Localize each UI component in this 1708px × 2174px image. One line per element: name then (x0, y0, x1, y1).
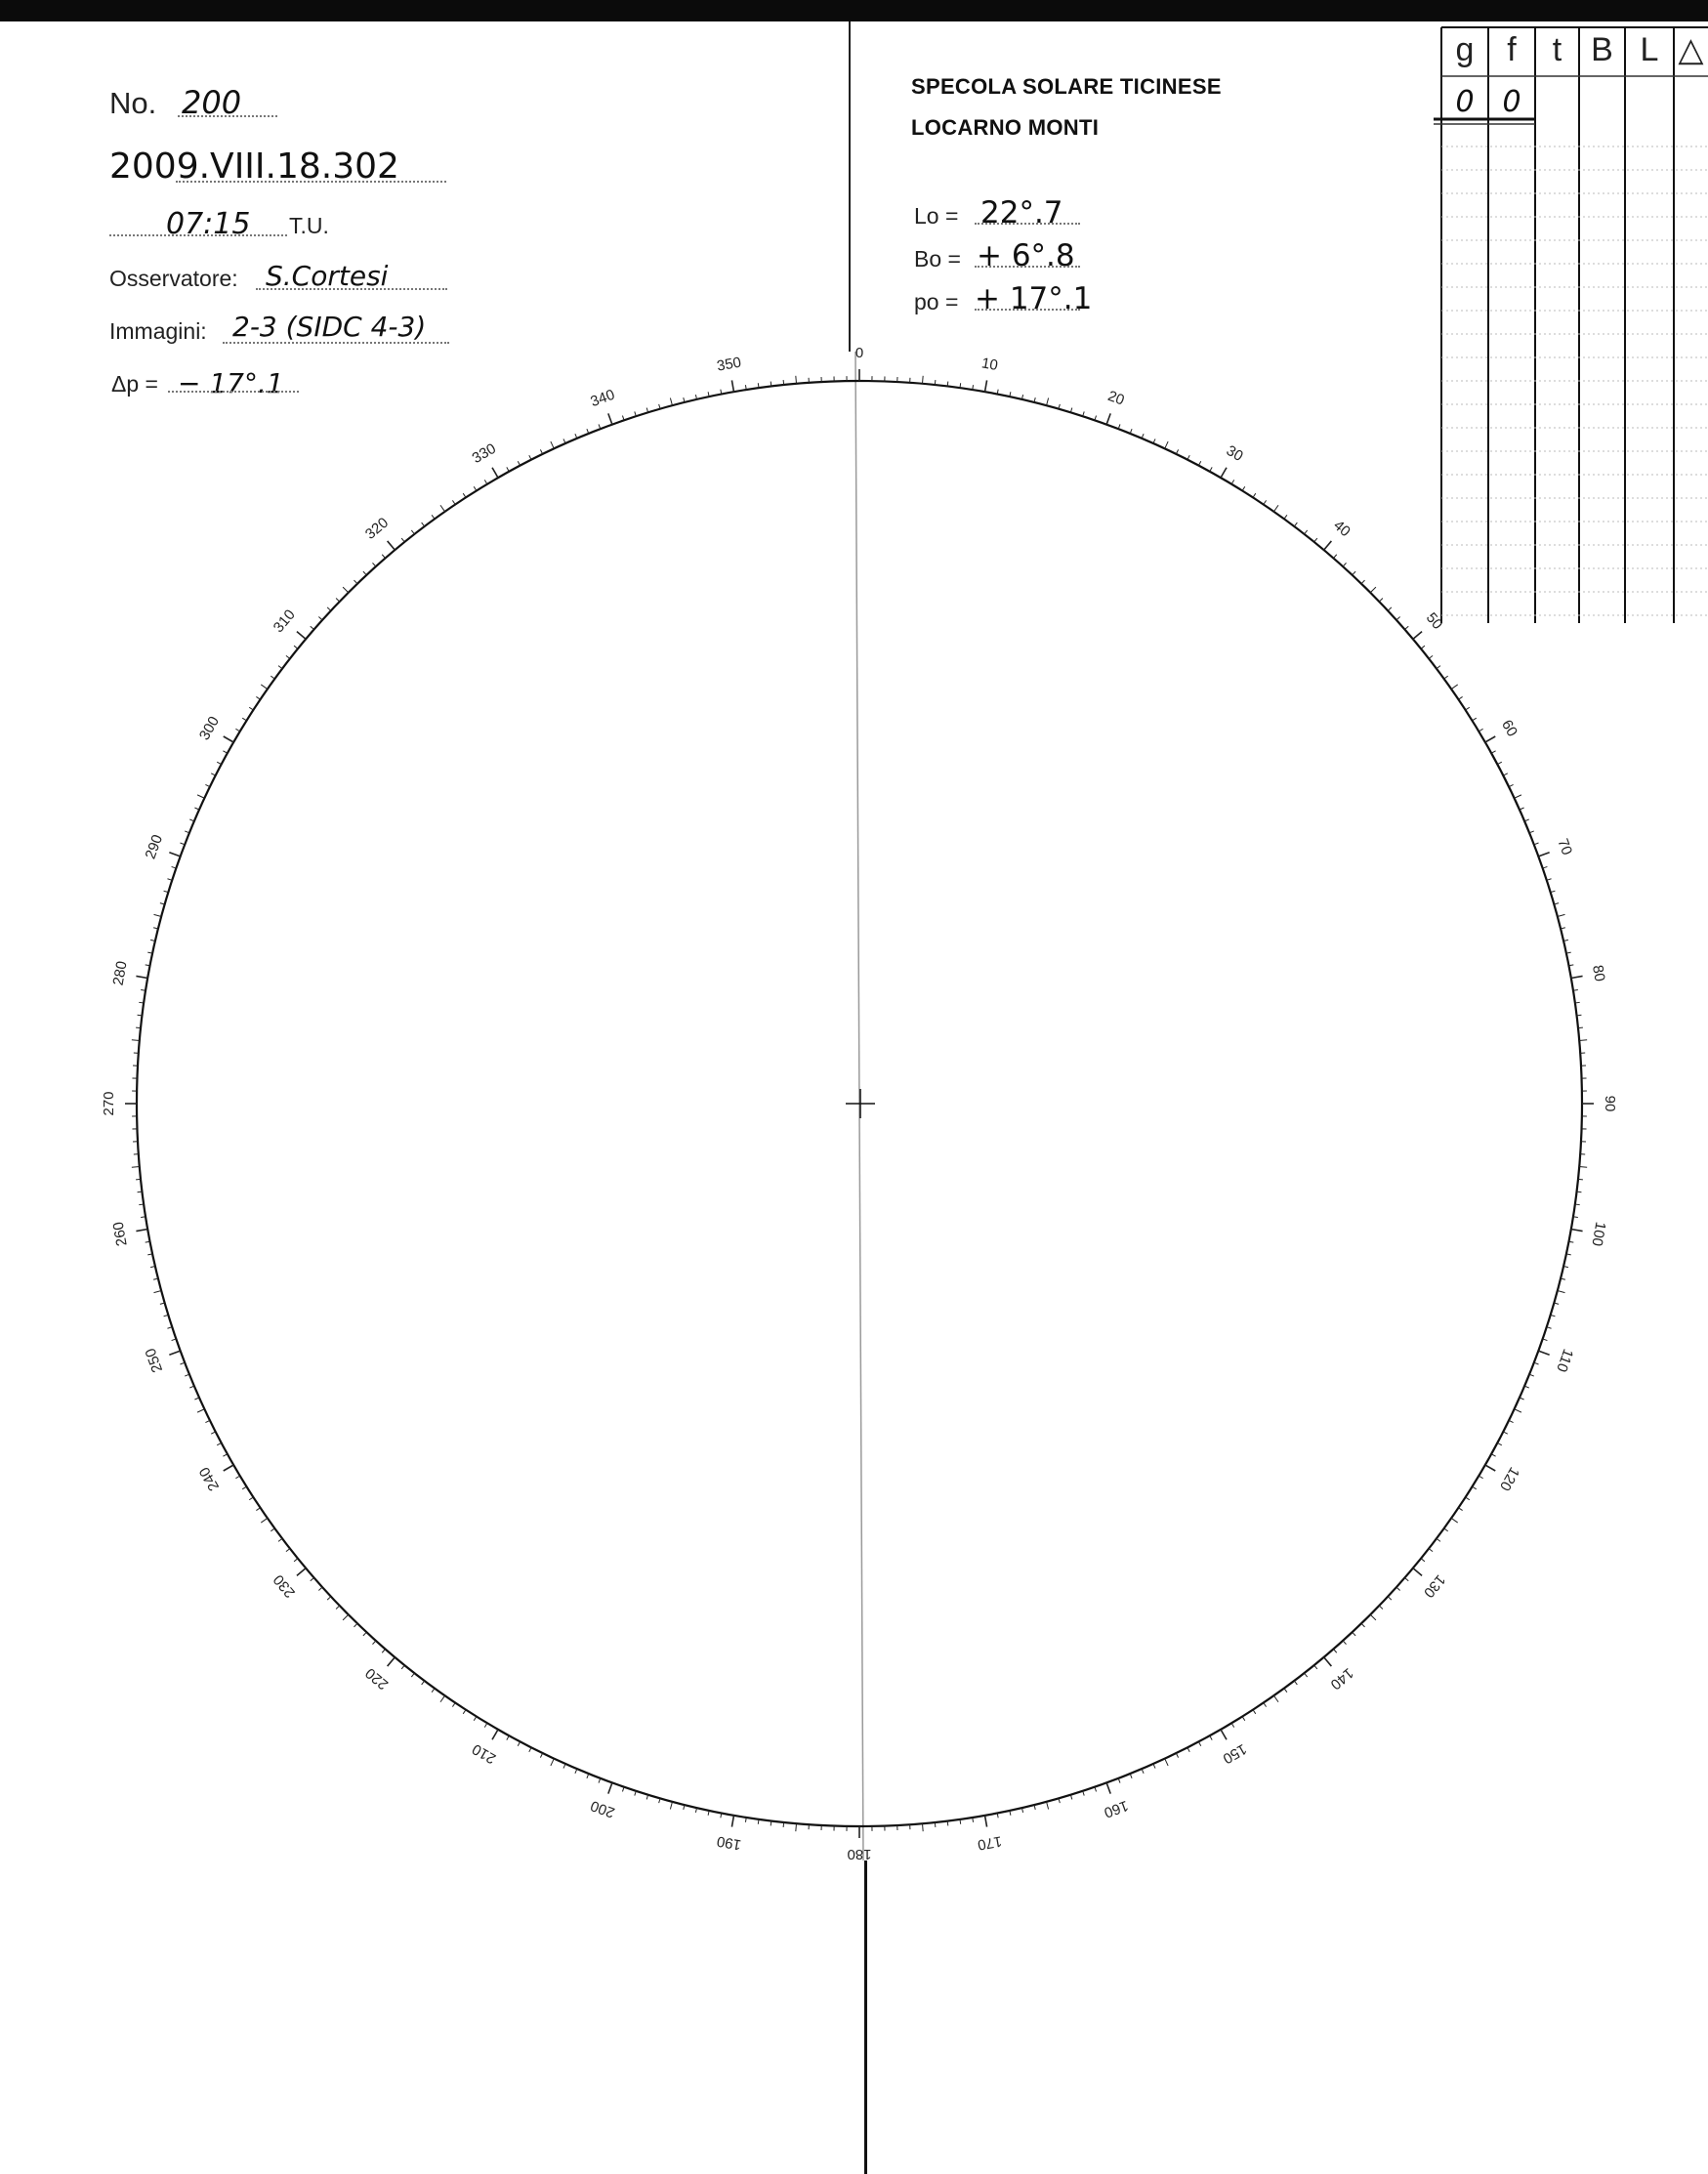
scale-tick (922, 376, 923, 384)
scale-tick (336, 1606, 340, 1609)
sunspot-table (1434, 27, 1708, 623)
scale-tick (1413, 632, 1422, 640)
scale-tick (242, 1486, 246, 1489)
scale-tick (484, 1723, 487, 1727)
scale-tick (1388, 607, 1392, 610)
number-value: 200 (182, 84, 242, 121)
scale-tick (670, 397, 672, 405)
scale-tick (960, 383, 961, 388)
scale-tick (1558, 914, 1565, 916)
scale-tick (311, 1577, 314, 1580)
scale-tick (169, 1351, 180, 1355)
scale-tick (1165, 1759, 1168, 1766)
scale-label: 170 (976, 1832, 1004, 1854)
scale-tick (223, 751, 227, 753)
scale-tick (1579, 1166, 1587, 1167)
center-cross (846, 1089, 875, 1118)
scale-label: 250 (142, 1346, 167, 1375)
scale-tick (256, 1508, 260, 1511)
scale-label: 340 (588, 386, 617, 411)
scale-tick (1576, 1015, 1581, 1016)
scale-tick (1421, 646, 1425, 648)
scale-tick (1333, 555, 1336, 559)
scale-tick (1264, 500, 1267, 504)
scale-label: 310 (270, 606, 299, 637)
scale-tick (139, 1002, 144, 1003)
date-value: 2009.VIII.18.302 (109, 146, 399, 187)
scale-tick (507, 467, 509, 471)
scale-label: 140 (1326, 1664, 1357, 1693)
scale-label: 70 (1554, 836, 1576, 857)
scale-tick (1491, 1454, 1495, 1456)
scale-tick (197, 1409, 204, 1412)
scale-tick (372, 1641, 375, 1645)
scale-tick (297, 632, 306, 640)
scale-tick (1198, 1741, 1200, 1745)
scale-tick (518, 1741, 520, 1745)
scale-tick (136, 1179, 141, 1180)
p0-value: + 17°.1 (975, 281, 1093, 316)
scale-tick (1284, 1689, 1287, 1693)
scale-tick (363, 571, 366, 575)
scale-tick (327, 607, 331, 610)
scale-tick (1333, 1649, 1336, 1652)
scale-tick (242, 718, 246, 721)
scale-tick (318, 1587, 322, 1590)
scale-tick (1515, 795, 1521, 798)
scale-tick (463, 1710, 466, 1714)
scale-tick (1231, 1723, 1234, 1727)
scale-label: 320 (361, 514, 393, 543)
scale-tick (922, 1823, 923, 1831)
scale-tick (1343, 1641, 1346, 1645)
time-value: 07:15 (166, 207, 251, 241)
scale-tick (1047, 1802, 1049, 1810)
scale-tick (1388, 1597, 1392, 1600)
scale-label: 160 (1102, 1796, 1131, 1821)
scale-label: 350 (715, 354, 743, 375)
scale-label: 330 (469, 439, 499, 468)
scale-tick (1538, 1351, 1549, 1355)
scale-tick (327, 1597, 331, 1600)
scale-tick (153, 1291, 161, 1293)
table-cell-value: 0 (1455, 85, 1475, 119)
l0-label: Lo = (914, 203, 959, 229)
scale-tick (492, 468, 498, 478)
scale-label: 10 (979, 355, 1000, 374)
scale-tick (223, 1454, 227, 1456)
scale-tick (947, 382, 948, 387)
scale-label: 40 (1330, 517, 1354, 541)
scale-tick (1437, 666, 1440, 669)
scale-tick (1324, 541, 1332, 550)
scale-tick (1294, 523, 1297, 526)
observer-label: Osservatore: (109, 266, 238, 291)
scale-tick (1491, 751, 1495, 753)
scale-tick (138, 1015, 143, 1016)
scale-tick (1264, 1702, 1267, 1706)
table-cell-value: 0 (1502, 85, 1521, 119)
b0-label: Bo = (914, 246, 961, 272)
scale-tick (1305, 530, 1308, 534)
scale-tick (1485, 736, 1495, 742)
l0-value: 22°.7 (980, 195, 1063, 230)
scale-tick (1473, 1486, 1477, 1489)
scale-label: 120 (1495, 1464, 1523, 1494)
scale-tick (1305, 1673, 1308, 1677)
scale-tick (484, 480, 487, 483)
scale-tick (401, 1665, 404, 1669)
scale-tick (132, 1040, 140, 1041)
scale-tick (1466, 1497, 1470, 1500)
scale-tick (1579, 1040, 1587, 1041)
scale-tick (1198, 461, 1200, 465)
scale-tick (518, 461, 520, 465)
scale-tick (1558, 1291, 1565, 1293)
scale-tick (440, 505, 445, 512)
scale-tick (608, 1782, 612, 1793)
scale-tick (440, 1695, 445, 1702)
scale-tick (492, 1730, 498, 1739)
table-column-header: g (1455, 31, 1475, 68)
scale-tick (1242, 486, 1245, 490)
scale-label: 280 (109, 959, 131, 987)
observer-value: S.Cortesi (266, 260, 389, 292)
scale-tick (1047, 397, 1049, 405)
scale-tick (211, 1432, 215, 1434)
scale-label: 130 (1420, 1570, 1449, 1602)
scale-tick (169, 853, 180, 857)
scale-tick (294, 646, 298, 648)
scale-tick (1404, 1577, 1408, 1580)
scale-tick (551, 1759, 554, 1766)
scale-tick (1578, 1179, 1583, 1180)
scale-tick (294, 1559, 298, 1562)
scale-tick (551, 441, 554, 448)
scale-tick (354, 1623, 356, 1627)
scale-tick (388, 1657, 396, 1666)
table-column-header: L (1640, 31, 1659, 68)
scale-tick (452, 1702, 455, 1706)
scale-tick (1210, 467, 1212, 471)
scale-label: 240 (195, 1464, 224, 1494)
scale-tick (1413, 1568, 1422, 1576)
scale-tick (1538, 853, 1549, 857)
scale-tick (1273, 1695, 1278, 1702)
scale-tick (1458, 696, 1462, 699)
scale-tick (1221, 1730, 1227, 1739)
scale-tick (1396, 1587, 1400, 1590)
scale-tick (318, 616, 322, 619)
scale-tick (256, 696, 260, 699)
scale-tick (1404, 626, 1408, 629)
scale-tick (1273, 505, 1278, 512)
scale-tick (278, 666, 282, 669)
scale-tick (401, 538, 404, 542)
scale-tick (758, 1819, 759, 1824)
scale-tick (984, 1816, 986, 1827)
scale-label: 30 (1223, 441, 1246, 465)
scale-tick (1294, 1681, 1297, 1685)
scale-tick (1575, 1204, 1580, 1205)
scale-tick (1575, 1002, 1580, 1003)
scale-label: 190 (715, 1832, 743, 1854)
scale-tick (1361, 580, 1364, 584)
scale-tick (1429, 655, 1433, 658)
scale-tick (382, 555, 385, 559)
scale-tick (1429, 1549, 1433, 1552)
scale-tick (1497, 762, 1501, 764)
scale-tick (217, 762, 221, 764)
scale-tick (249, 1497, 253, 1500)
scale-tick (422, 1681, 425, 1685)
scale-tick (731, 1816, 733, 1827)
scale-tick (224, 736, 233, 742)
scale-tick (1497, 1442, 1501, 1444)
scale-tick (1253, 1710, 1256, 1714)
scale-tick (136, 1027, 141, 1028)
scale-tick (388, 541, 396, 550)
scale-tick (1379, 1606, 1383, 1609)
scale-tick (1503, 773, 1507, 775)
scale-tick (1379, 598, 1383, 601)
images-value: 2-3 (SIDC 4-3) (232, 311, 427, 343)
scale-tick (363, 1632, 366, 1636)
scale-label: 180 (847, 1846, 872, 1863)
scale-tick (731, 380, 733, 392)
scale-label: 90 (1602, 1095, 1619, 1112)
scale-tick (297, 1568, 306, 1576)
scale-tick (336, 598, 340, 601)
scale-tick (507, 1735, 509, 1739)
scale-tick (1503, 1432, 1507, 1434)
scale-tick (670, 1802, 672, 1810)
scale-tick (422, 523, 425, 526)
scale-tick (796, 376, 797, 384)
scale-label: 200 (588, 1796, 617, 1821)
scale-label: 220 (361, 1664, 393, 1693)
scale-tick (1221, 468, 1227, 478)
scale-tick (1485, 1465, 1495, 1471)
scale-tick (197, 795, 204, 798)
institution-name: SPECOLA SOLARE TICINESE (911, 74, 1222, 99)
scale-tick (372, 563, 375, 566)
scale-tick (286, 1549, 290, 1552)
scale-tick (354, 580, 356, 584)
scale-tick (935, 1822, 936, 1827)
scale-tick (1479, 729, 1482, 732)
scale-label: 270 (100, 1091, 117, 1116)
scale-tick (132, 1166, 140, 1167)
scale-label: 110 (1553, 1346, 1577, 1374)
scale-tick (529, 1747, 531, 1751)
scale-tick (608, 413, 612, 424)
scale-tick (217, 1442, 221, 1444)
scale-tick (271, 1528, 274, 1531)
table-column-header: △ (1678, 31, 1704, 68)
scale-tick (432, 515, 435, 519)
table-column-header: B (1591, 31, 1613, 68)
scale-tick (249, 707, 253, 710)
scale-label: 300 (195, 713, 224, 743)
scale-tick (1361, 1623, 1364, 1627)
scale-tick (783, 380, 784, 385)
p0-label: po = (914, 289, 959, 314)
scale-tick (452, 500, 455, 504)
scale-tick (796, 1823, 797, 1831)
scale-tick (1242, 1717, 1245, 1721)
scale-tick (261, 685, 268, 690)
scale-label: 50 (1422, 609, 1446, 633)
scale-tick (235, 1476, 239, 1479)
scale-tick (139, 1204, 144, 1205)
scale-label: 230 (270, 1570, 299, 1602)
scale-tick (343, 1614, 349, 1620)
scale-tick (1396, 616, 1400, 619)
scale-tick (136, 1229, 147, 1231)
scale-tick (235, 729, 239, 732)
scale-tick (758, 383, 759, 388)
scale-tick (1437, 1538, 1440, 1541)
scale-tick (1466, 707, 1470, 710)
table-column-header: f (1507, 31, 1517, 68)
scale-tick (1106, 413, 1110, 424)
scale-label: 290 (142, 832, 167, 861)
scale-tick (1187, 455, 1189, 459)
scale-label: 20 (1105, 387, 1127, 409)
scale-tick (1353, 1632, 1355, 1636)
scale-tick (474, 486, 477, 490)
scale-tick (261, 1518, 268, 1523)
scale-tick (1106, 1782, 1110, 1793)
scale-tick (411, 1673, 414, 1677)
scale-tick (529, 455, 531, 459)
delta-p-value: − 17°.1 (178, 367, 284, 399)
scale-tick (1253, 493, 1256, 497)
number-label: No. (109, 86, 157, 120)
scale-tick (947, 1820, 948, 1825)
scale-tick (1571, 976, 1583, 978)
scale-tick (1343, 563, 1346, 566)
scale-tick (271, 676, 274, 679)
scale-tick (783, 1822, 784, 1827)
table-column-header: t (1552, 31, 1562, 68)
scale-label: 150 (1220, 1739, 1250, 1768)
scale-tick (1571, 1229, 1583, 1231)
scale-tick (1210, 1735, 1212, 1739)
scale-tick (1324, 1657, 1332, 1666)
scale-tick (1165, 441, 1168, 448)
scale-tick (224, 1465, 233, 1471)
scale-tick (1444, 676, 1448, 679)
scale-tick (1451, 685, 1458, 690)
scale-tick (1451, 1518, 1458, 1523)
scale-tick (960, 1819, 961, 1824)
scale-tick (278, 1538, 282, 1541)
scale-tick (1370, 587, 1376, 593)
images-label: Immagini: (109, 318, 207, 344)
scale-tick (1421, 1559, 1425, 1562)
scale-tick (432, 1689, 435, 1693)
scale-tick (343, 587, 349, 593)
scale-tick (1314, 538, 1317, 542)
scale-tick (1231, 480, 1234, 483)
scale-label: 100 (1588, 1220, 1609, 1248)
scale-tick (1284, 515, 1287, 519)
b0-value: + 6°.8 (977, 238, 1075, 273)
scale-tick (463, 493, 466, 497)
vertical-meridian-line (855, 352, 863, 1860)
scale-tick (382, 1649, 385, 1652)
scale-tick (1479, 1476, 1482, 1479)
scale-tick (1515, 1409, 1521, 1412)
scale-tick (286, 655, 290, 658)
scale-tick (1370, 1614, 1376, 1620)
delta-p-label: Δp = (111, 371, 158, 397)
scale-label: 80 (1589, 963, 1608, 983)
scale-tick (1314, 1665, 1317, 1669)
scale-tick (136, 976, 147, 978)
scale-tick (211, 773, 215, 775)
scale-tick (1458, 1508, 1462, 1511)
scale-tick (1353, 571, 1355, 575)
scale-tick (1473, 718, 1477, 721)
scale-tick (1187, 1747, 1189, 1751)
scale-tick (1444, 1528, 1448, 1531)
scale-tick (1578, 1027, 1583, 1028)
scale-tick (984, 380, 986, 392)
scale-tick (474, 1717, 477, 1721)
scale-label: 260 (109, 1220, 131, 1248)
scale-tick (311, 626, 314, 629)
institution-location: LOCARNO MONTI (911, 115, 1100, 140)
scale-label: 60 (1498, 717, 1521, 740)
scale-tick (153, 914, 161, 916)
scale-tick (411, 530, 414, 534)
time-unit: T.U. (289, 213, 329, 238)
scale-label: 210 (469, 1739, 499, 1768)
scale-label: 0 (854, 344, 864, 361)
scale-tick (935, 380, 936, 385)
